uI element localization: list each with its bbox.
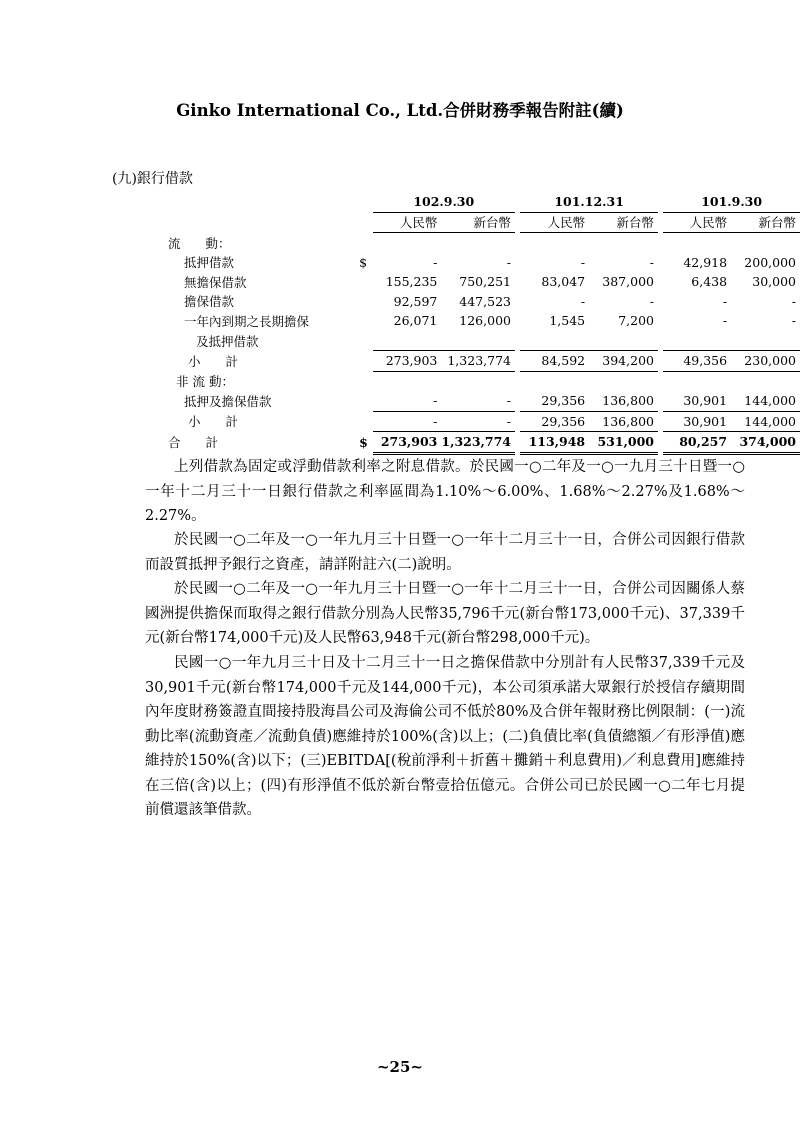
cell-value: - <box>373 411 442 432</box>
cell-value: 92,597 <box>393 293 438 309</box>
dollar-sign: $ <box>359 254 368 270</box>
cell-value: 30,901 <box>663 391 731 411</box>
currency-header: 新台幣 <box>441 212 515 233</box>
table-row <box>168 292 800 312</box>
table-row <box>168 311 800 331</box>
cell-value: 230,000 <box>731 351 800 372</box>
row-label: 抵押借款 <box>184 255 235 271</box>
cell-value: 26,071 <box>393 313 438 329</box>
row-label: 及抵押借款 <box>196 333 259 349</box>
cell-value: 80,257 <box>663 432 731 454</box>
cell-value: - <box>580 293 586 309</box>
cell-value: 113,948 <box>520 432 589 454</box>
paragraph-guaranteed-loans: 於民國一○二年及一○一年九月三十日暨一○一年十二月三十一日，合併公司因關係人蔡國洲提供擔保而取得之銀行借款分別為人民幣35,796千元(新台幣173,000千元)、37,339千元(新台幣174,000千元)及人民幣63,948千元(新台幣298,000千元)。 <box>145 581 745 646</box>
table-total-row <box>168 432 800 454</box>
cell-value: - <box>791 293 796 309</box>
table-row <box>168 331 800 351</box>
cell-value: 155,235 <box>385 274 438 290</box>
cell-value: - <box>373 391 442 411</box>
table-period-header-row <box>168 192 800 212</box>
cell-value: 84,592 <box>520 351 589 372</box>
row-label: 無擔保借款 <box>184 274 247 290</box>
table-row <box>168 411 800 432</box>
cell-value: - <box>441 411 515 432</box>
cell-value: - <box>441 391 515 411</box>
currency-header: 人民幣 <box>663 212 731 233</box>
cell-value: 30,901 <box>663 411 731 432</box>
paragraph-interest-rates: 上列借款為固定或浮動借款利率之附息借款。於民國一○二年及一○一九月三十日暨一○一年十二月三十一日銀行借款之利率區間為1.10%～6.00%、1.68%～2.27%及1.68%～2.27%。 <box>145 459 745 524</box>
table-row <box>168 351 800 372</box>
cell-value: 447,523 <box>459 293 511 309</box>
cell-value: 136,800 <box>589 391 658 411</box>
cell-value: 1,545 <box>549 313 586 329</box>
table-row <box>168 272 800 292</box>
currency-header: 新台幣 <box>731 212 800 233</box>
currency-header: 新台幣 <box>589 212 658 233</box>
cell-value: 273,903 <box>373 432 442 454</box>
cell-value: 200,000 <box>744 254 796 270</box>
row-label: 一年內到期之長期擔保 <box>184 313 310 329</box>
bank-loans-table <box>168 192 800 455</box>
row-label: 抵押及擔保借款 <box>184 394 272 409</box>
cell-value: 30,000 <box>752 274 796 290</box>
page-title: Ginko International Co., Ltd.合併財務季報告附註(續) <box>176 101 624 120</box>
cell-value: 1,323,774 <box>441 351 515 372</box>
table-row <box>168 371 800 391</box>
page-number: ~25~ <box>376 1058 423 1076</box>
cell-value: - <box>722 293 728 309</box>
cell-value: 531,000 <box>589 432 658 454</box>
cell-value: 144,000 <box>731 391 800 411</box>
cell-value: 6,438 <box>691 274 728 290</box>
currency-header: 人民幣 <box>520 212 589 233</box>
section-heading: (九)銀行借款 <box>112 171 193 187</box>
cell-value: - <box>791 313 796 329</box>
cell-value: - <box>649 254 654 270</box>
cell-value: 1,323,774 <box>441 432 515 454</box>
row-label: 小 計 <box>188 414 239 430</box>
row-label: 非 流 動： <box>176 374 234 389</box>
period-header: 101.12.31 <box>520 192 658 212</box>
cell-value: 7,200 <box>618 313 654 329</box>
cell-value: 42,918 <box>683 254 728 270</box>
cell-value: 83,047 <box>541 274 586 290</box>
cell-value: - <box>580 254 586 270</box>
cell-value: - <box>649 293 654 309</box>
cell-value: 29,356 <box>520 411 589 432</box>
paragraph-loan-covenants: 民國一○一年九月三十日及十二月三十一日之擔保借款中分別計有人民幣37,339千元及30,901千元(新台幣174,000千元及144,000千元)，本公司須承諾大眾銀行於授信存續期間內年度財務簽證直間接持股海昌公司及海倫公司不低於80%及合併年報財務比例限制：(一)流動比率(流動資產／流動負債)應維持於100%(含)以上；(二)負債比率(負債總額／有形淨值)應維持於150%(含)以下；(三)EBITDA[(稅前淨利＋折舊＋攤銷＋利息費用)／利息費用]應維持在三倍(含)以上；(四)有形淨值不低於新台幣壹拾伍億元。合併公司已於民國一○二年七月提前償還該筆借款。 <box>145 655 745 818</box>
cell-value: 29,356 <box>520 391 589 411</box>
cell-value: 750,251 <box>459 274 511 290</box>
period-header: 101.9.30 <box>663 192 800 212</box>
cell-value: - <box>433 254 438 270</box>
cell-value: 394,200 <box>589 351 658 372</box>
row-label: 小 計 <box>188 353 239 369</box>
table-currency-header-row <box>168 212 800 233</box>
dollar-sign: $ <box>359 434 368 450</box>
table-row <box>168 233 800 253</box>
row-label: 流 動： <box>168 235 231 251</box>
cell-value: 387,000 <box>602 274 654 290</box>
cell-value: 126,000 <box>459 313 511 329</box>
table-row <box>168 391 800 411</box>
row-label: 合 計 <box>168 435 219 451</box>
row-label: 擔保借款 <box>184 294 235 310</box>
cell-value: - <box>506 254 511 270</box>
table-row <box>168 253 800 273</box>
cell-value: 49,356 <box>663 351 731 372</box>
period-header: 102.9.30 <box>373 192 515 212</box>
cell-value: 136,800 <box>589 411 658 432</box>
cell-value: - <box>722 313 728 329</box>
cell-value: 374,000 <box>731 432 800 454</box>
cell-value: 273,903 <box>373 351 442 372</box>
cell-value: 144,000 <box>731 411 800 432</box>
currency-header: 人民幣 <box>373 212 442 233</box>
paragraph-pledged-assets: 於民國一○二年及一○一年九月三十日暨一○一年十二月三十一日，合併公司因銀行借款而設質抵押予銀行之資產，請詳附註六(二)說明。 <box>145 532 745 573</box>
